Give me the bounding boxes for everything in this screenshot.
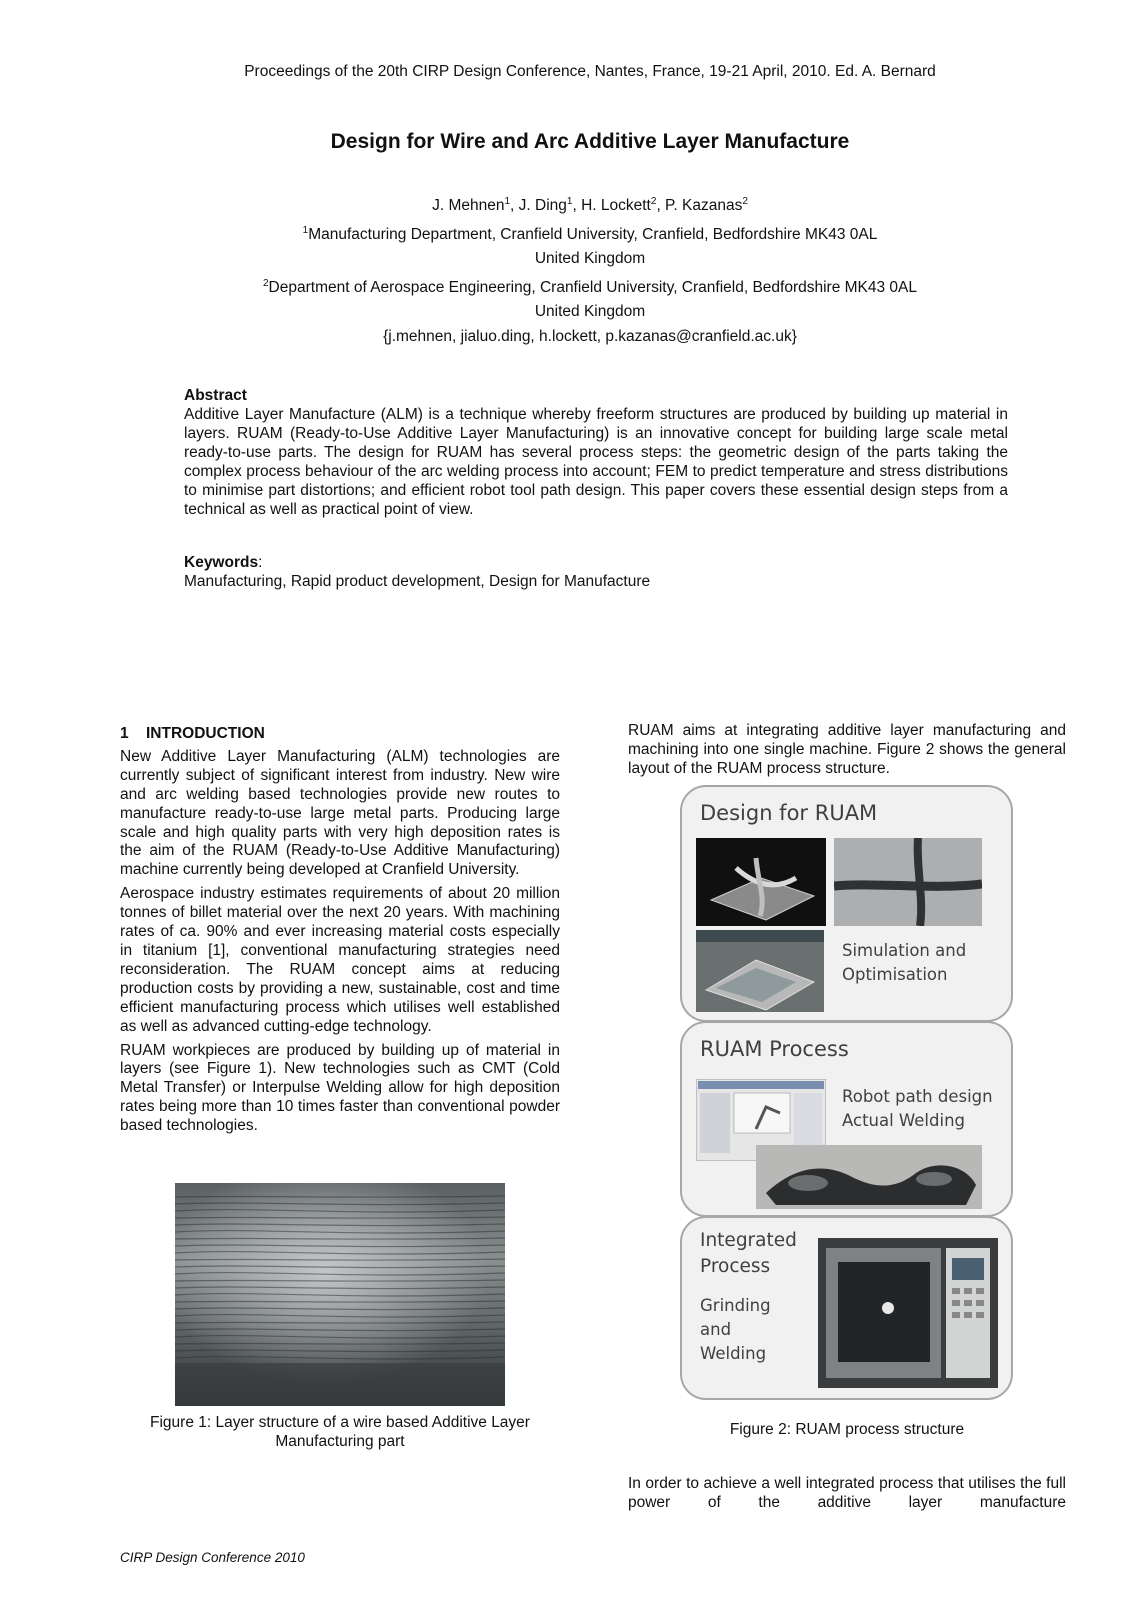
- affiliation-2: [0, 272, 1132, 301]
- author-name: J. Mehnen: [432, 197, 505, 215]
- section-number: 1: [120, 725, 129, 742]
- figure-1-caption: Figure 1: Layer structure of a wire based Additive Layer Manufacturing part: [150, 1414, 530, 1450]
- cad-model-thumbnail: [696, 838, 826, 926]
- paragraph: In order to achieve a well integrated process that utilises the full power of the additive layer manufacture: [628, 1475, 1066, 1511]
- right-column-bottom: [628, 1475, 1066, 1518]
- affil-text: Manufacturing Department, Cranfield University, Cranfield, Bedfordshire MK43 0AL: [308, 225, 878, 243]
- affiliation-2-country: United Kingdom: [534, 303, 646, 321]
- panel-title: RUAM Process: [700, 1037, 849, 1061]
- abstract: [184, 386, 1008, 519]
- machine-photo: [818, 1238, 998, 1388]
- panel-label-line: Simulation and: [842, 941, 967, 960]
- panel-label-line: Robot path design: [842, 1087, 993, 1106]
- left-column: [120, 725, 560, 1141]
- panel-ruam-process: [680, 1021, 1013, 1217]
- author-name: , J. Ding: [510, 197, 567, 215]
- figure-1-image: [175, 1183, 505, 1406]
- paper-title: Design for Wire and Arc Additive Layer Manufacture: [330, 130, 850, 153]
- page-footer: CIRP Design Conference 2010: [120, 1550, 305, 1565]
- layered-metal-photo: [175, 1183, 505, 1406]
- paragraph: RUAM workpieces are produced by building up of material in layers (see Figure 1). New technologies such as CMT (Cold Metal Transfer) or Interpulse Welding allow for high deposition rates being more than 10 times faster than conventional powder based technologies.: [120, 1041, 560, 1135]
- panel-label-line: Optimisation: [842, 965, 948, 984]
- panel-title: Design for RUAM: [700, 801, 878, 825]
- panel-title-line: Integrated: [700, 1230, 797, 1251]
- keywords: [184, 553, 1008, 591]
- affiliation-1-country: United Kingdom: [534, 250, 646, 268]
- paragraph: RUAM aims at integrating additive layer manufacturing and machining into one single machine. Figure 2 shows the general layout of the RUAM process structure.: [628, 722, 1066, 777]
- welded-part-photo: [756, 1145, 982, 1209]
- author-affil-mark: 1: [566, 196, 573, 207]
- author-name: , P. Kazanas: [656, 197, 743, 215]
- section-heading-introduction: [120, 725, 560, 744]
- author-name: , H. Lockett: [572, 197, 651, 215]
- keywords-text: Manufacturing, Rapid product development, Design for Manufacture: [184, 573, 651, 590]
- weld-cross-photo: [834, 838, 982, 926]
- affiliation-1: [0, 219, 1132, 248]
- abstract-heading: Abstract: [184, 387, 247, 404]
- panel-label-line: and: [700, 1320, 732, 1339]
- author-affil-mark: 1: [504, 196, 511, 207]
- figure-2-diagram: [680, 785, 1015, 1400]
- keywords-heading: Keywords: [184, 554, 259, 571]
- fem-simulation-thumbnail: [696, 930, 824, 1012]
- author-emails: {j.mehnen, jialuo.ding, h.lockett, p.kazanas@cranfield.ac.uk}: [383, 327, 797, 345]
- panel-design-for-ruam: [680, 785, 1013, 1022]
- section-title: INTRODUCTION: [146, 725, 265, 742]
- author-list: [0, 190, 1132, 219]
- affil-text: Department of Aerospace Engineering, Cranfield University, Cranfield, Bedfordshire MK43 0AL: [268, 278, 918, 296]
- author-affil-mark: 2: [742, 196, 748, 207]
- author-affil-mark: 2: [650, 196, 657, 207]
- affil-mark: 2: [262, 277, 269, 289]
- panel-label-line: Welding: [700, 1344, 767, 1363]
- paragraph: New Additive Layer Manufacturing (ALM) technologies are currently subject of significant interest from industry. New wire and arc welding based technologies provide new routes to manufacture ready-to-use large metal parts. Producing large scale and high quality parts with very high deposition rates is the aim of the RUAM (Ready-to-Use Additive Manufacturing) machine currently being developed at Cranfield University.: [120, 747, 560, 879]
- panel-label-line: Actual Welding: [842, 1111, 966, 1130]
- panel-label-line: Grinding: [700, 1296, 771, 1315]
- running-header: Proceedings of the 20th CIRP Design Conference, Nantes, France, 19-21 April, 2010. Ed. A. Bernard: [244, 63, 936, 80]
- author-block: [0, 190, 1132, 349]
- figure-2-caption: Figure 2: RUAM process structure: [729, 1421, 965, 1438]
- panel-title-line: Process: [700, 1256, 771, 1277]
- panel-integrated-process: [680, 1216, 1013, 1400]
- right-column-top: [628, 722, 1066, 784]
- affil-mark: 1: [302, 224, 309, 236]
- abstract-text: Additive Layer Manufacture (ALM) is a technique whereby freeform structures are produced by building up material in layers. RUAM (Ready-to-Use Additive Layer Manufacturing) is an innovative concept for building large scale metal ready-to-use parts. The design for RUAM has several process steps: the geometric design of the parts taking the complex process behaviour of the arc welding process into account; FEM to predict temperature and stress distributions to minimise part distortions; and efficient robot tool path design. This paper covers these essential design steps from a technical as well as practical point of view.: [184, 406, 1008, 518]
- keywords-colon: :: [258, 554, 263, 571]
- paragraph: Aerospace industry estimates requirements of about 20 million tonnes of billet material over the next 20 years. With machining rates of ca. 90% and ever increasing material costs especially in titanium [1], conventional manufacturing strategies need reconsideration. The RUAM concept aims at reducing production costs by providing a new, sustainable, cost and time efficient manufacturing process which utilises well established as well as advanced cutting-edge technology.: [120, 885, 560, 1035]
